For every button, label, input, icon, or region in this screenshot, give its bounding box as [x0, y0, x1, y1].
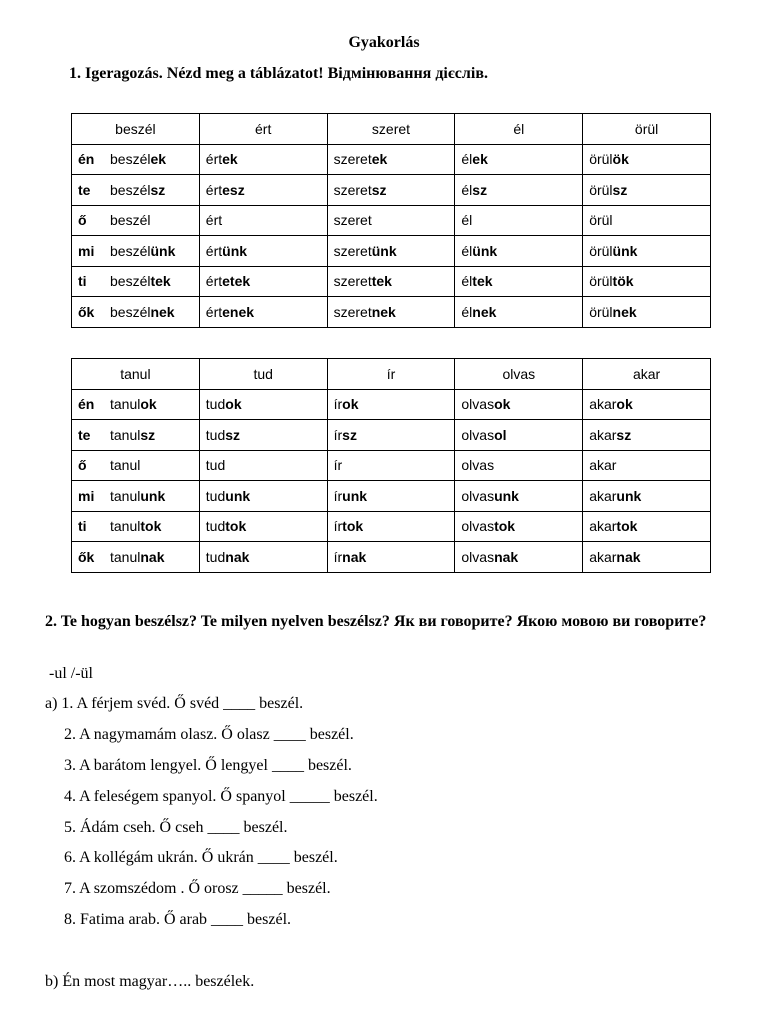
table-row: [72, 450, 711, 481]
verb-stem: tud: [205, 548, 226, 565]
verb-stem: örül: [589, 303, 613, 320]
conjugation-cell: [583, 511, 711, 542]
verb-ending: sz: [140, 426, 156, 443]
verb-header: ért: [199, 114, 327, 145]
verb-stem: él: [461, 181, 473, 198]
verb-ending: sz: [472, 181, 488, 198]
verb-stem: tud: [205, 487, 226, 504]
verb-header: ír: [327, 359, 455, 390]
verb-stem: örül: [589, 181, 613, 198]
verb-stem: tanul: [110, 457, 141, 474]
conjugation-cell: [72, 420, 200, 451]
verb-stem: ír: [333, 457, 343, 474]
exercise-a-3: 3. A barátom lengyel. Ő lengyel ____ beszél.: [64, 757, 352, 774]
verb-ending: sz: [342, 426, 357, 443]
verb-stem: beszél: [110, 212, 151, 229]
conjugation-cell: [72, 205, 200, 236]
conjugation-cell: [583, 297, 711, 328]
verb-ending: sz: [225, 426, 241, 443]
verb-stem: él: [461, 212, 473, 229]
table-row: [72, 511, 711, 542]
verb-stem: beszél: [110, 181, 151, 198]
table-row: [72, 420, 711, 451]
verb-ending: tek: [371, 273, 392, 290]
conjugation-cell: [583, 266, 711, 297]
conjugation-cell: [199, 389, 327, 420]
verb-ending: tök: [612, 273, 634, 290]
conjugation-cell: [327, 205, 455, 236]
conjugation-cell: [72, 297, 200, 328]
conjugation-cell: [72, 144, 200, 175]
verb-stem: olvas: [461, 396, 495, 413]
verb-stem: akar: [589, 396, 617, 413]
conjugation-cell: [327, 297, 455, 328]
verb-ending: ünk: [612, 242, 638, 259]
verb-stem: örül: [589, 273, 613, 290]
verb-ending: unk: [494, 487, 519, 504]
conjugation-cell: [72, 511, 200, 542]
conjugation-cell: [199, 297, 327, 328]
table-row: [72, 236, 711, 267]
pronoun-label: ő: [78, 212, 87, 229]
verb-ending: nak: [494, 548, 519, 565]
verb-stem: akar: [589, 426, 617, 443]
verb-ending: ünk: [150, 242, 176, 259]
verb-ending: ök: [612, 151, 629, 168]
pronoun-label: én: [78, 151, 95, 168]
verb-ending: ok: [342, 396, 359, 413]
verb-ending: tok: [225, 518, 247, 535]
conjugation-cell: [583, 175, 711, 206]
verb-stem: szeret: [333, 242, 372, 259]
conjugation-cell: [72, 481, 200, 512]
verb-header: beszél: [72, 114, 200, 145]
verb-stem: ért: [205, 303, 223, 320]
table-row: [72, 205, 711, 236]
table-row: [72, 266, 711, 297]
table-row: [72, 297, 711, 328]
verb-ending: sz: [612, 181, 628, 198]
exercise-a-4: 4. A feleségem spanyol. Ő spanyol _____ beszél.: [64, 788, 378, 805]
verb-stem: örül: [589, 242, 613, 259]
pronoun-label: ő: [78, 457, 87, 474]
verb-stem: olvas: [461, 457, 495, 474]
pronoun-label: ők: [78, 303, 95, 320]
verb-ending: ünk: [472, 242, 498, 259]
conjugation-cell: [327, 481, 455, 512]
conjugation-cell: [199, 450, 327, 481]
verb-stem: tud: [205, 426, 226, 443]
conjugation-cell: [72, 236, 200, 267]
verb-stem: él: [461, 273, 473, 290]
verb-stem: akar: [589, 457, 617, 474]
verb-ending: ek: [222, 151, 238, 168]
conjugation-cell: [199, 175, 327, 206]
pronoun-label: ők: [78, 548, 95, 565]
conjugation-cell: [72, 450, 200, 481]
table-row: [72, 481, 711, 512]
verb-ending: ek: [150, 151, 167, 168]
pronoun-label: te: [78, 181, 91, 198]
verb-ending: tok: [140, 518, 162, 535]
verb-ending: unk: [225, 487, 251, 504]
verb-stem: beszél: [110, 242, 151, 259]
verb-ending: sz: [150, 181, 166, 198]
table-row: [72, 175, 711, 206]
verb-stem: akar: [589, 487, 617, 504]
verb-ending: esz: [222, 181, 245, 198]
conjugation-cell: [199, 236, 327, 267]
conjugation-cell: [455, 450, 583, 481]
verb-stem: örül: [589, 151, 613, 168]
conjugation-cell: [455, 175, 583, 206]
table-header-row: [72, 359, 711, 390]
pronoun-label: mi: [78, 487, 95, 504]
verb-ending: nek: [150, 303, 175, 320]
verb-ending: tek: [472, 273, 493, 290]
verb-stem: ért: [205, 181, 223, 198]
verb-stem: szeret: [333, 303, 372, 320]
conjugation-cell: [199, 511, 327, 542]
table-row: [72, 389, 711, 420]
verb-stem: ír: [333, 396, 343, 413]
exercise-a-5: 5. Ádám cseh. Ő cseh ____ beszél.: [64, 819, 288, 836]
verb-ending: nak: [225, 548, 250, 565]
verb-ending: nek: [472, 303, 497, 320]
conjugation-cell: [327, 542, 455, 573]
pronoun-label: te: [78, 426, 91, 443]
verb-ending: unk: [616, 487, 642, 504]
exercise-a-2: 2. A nagymamám olasz. Ő olasz ____ beszél.: [64, 726, 354, 743]
verb-stem: beszél: [110, 151, 151, 168]
verb-header: tanul: [72, 359, 200, 390]
verb-stem: szeret: [333, 212, 372, 229]
verb-header: él: [455, 114, 583, 145]
table-row: [72, 144, 711, 175]
conjugation-cell: [327, 144, 455, 175]
conjugation-cell: [455, 420, 583, 451]
verb-stem: beszél: [110, 303, 151, 320]
conjugation-cell: [455, 481, 583, 512]
conjugation-cell: [327, 266, 455, 297]
conjugation-cell: [327, 389, 455, 420]
verb-ending: ek: [371, 151, 388, 168]
conjugation-cell: [199, 266, 327, 297]
conjugation-table-2: [71, 358, 711, 573]
conjugation-cell: [455, 511, 583, 542]
conjugation-cell: [327, 236, 455, 267]
verb-ending: ok: [494, 396, 511, 413]
verb-stem: olvas: [461, 487, 495, 504]
verb-stem: szeret: [333, 181, 372, 198]
verb-header: olvas: [455, 359, 583, 390]
conjugation-table-1: [71, 113, 711, 328]
conjugation-cell: [72, 542, 200, 573]
pronoun-label: ti: [78, 518, 87, 535]
verb-ending: nek: [371, 303, 396, 320]
verb-stem: tanul: [110, 426, 141, 443]
verb-ending: nak: [342, 548, 367, 565]
verb-ending: nek: [612, 303, 637, 320]
conjugation-cell: [583, 542, 711, 573]
conjugation-cell: [327, 420, 455, 451]
verb-ending: enek: [222, 303, 255, 320]
conjugation-cell: [72, 389, 200, 420]
verb-stem: olvas: [461, 548, 495, 565]
verb-ending: tok: [494, 518, 516, 535]
conjugation-cell: [583, 420, 711, 451]
exercise-a-8: 8. Fatima arab. Ő arab ____ beszél.: [64, 911, 292, 928]
verb-stem: olvas: [461, 426, 495, 443]
verb-header: örül: [583, 114, 711, 145]
verb-stem: tanul: [110, 487, 141, 504]
verb-stem: akar: [589, 548, 617, 565]
pronoun-label: mi: [78, 242, 95, 259]
conjugation-cell: [583, 389, 711, 420]
section-1-heading: 1. Igeragozás. Nézd meg a táblázatot! Відмінювання дієслів.: [69, 65, 488, 82]
verb-ending: ek: [472, 151, 488, 168]
verb-stem: él: [461, 303, 473, 320]
verb-ending: tok: [616, 518, 638, 535]
verb-header: tud: [199, 359, 327, 390]
verb-ending: tek: [150, 273, 171, 290]
table-header-row: [72, 114, 711, 145]
conjugation-cell: [583, 481, 711, 512]
exercise-a-1: a) 1. A férjem svéd. Ő svéd ____ beszél.: [45, 695, 304, 712]
conjugation-cell: [583, 450, 711, 481]
verb-ending: nak: [140, 548, 165, 565]
verb-stem: ír: [333, 518, 343, 535]
verb-stem: szeret: [333, 151, 372, 168]
conjugation-cell: [72, 266, 200, 297]
verb-stem: akar: [589, 518, 617, 535]
verb-stem: él: [461, 242, 473, 259]
verb-ending: ok: [616, 396, 633, 413]
verb-ending: nak: [616, 548, 641, 565]
verb-stem: tud: [205, 457, 226, 474]
conjugation-cell: [199, 542, 327, 573]
verb-ending: ünk: [371, 242, 397, 259]
exercise-a-7: 7. A szomszédom . Ő orosz _____ beszél.: [64, 880, 331, 897]
exercise-a-6: 6. A kollégám ukrán. Ő ukrán ____ beszél.: [64, 849, 338, 866]
conjugation-cell: [455, 144, 583, 175]
verb-ending: unk: [342, 487, 368, 504]
verb-ending: tok: [342, 518, 364, 535]
section-2-heading: 2. Te hogyan beszélsz? Te milyen nyelven beszélsz? Як ви говорите? Якою мовою ви говорите?: [45, 613, 707, 630]
verb-ending: sz: [616, 426, 632, 443]
pronoun-label: ti: [78, 273, 87, 290]
verb-stem: örül: [589, 212, 613, 229]
verb-ending: ok: [225, 396, 242, 413]
conjugation-cell: [72, 175, 200, 206]
conjugation-cell: [455, 205, 583, 236]
verb-stem: beszél: [110, 273, 151, 290]
conjugation-cell: [455, 389, 583, 420]
conjugation-cell: [199, 420, 327, 451]
conjugation-cell: [583, 144, 711, 175]
conjugation-cell: [455, 542, 583, 573]
conjugation-cell: [455, 236, 583, 267]
page-title: Gyakorlás: [348, 34, 420, 51]
conjugation-cell: [199, 144, 327, 175]
conjugation-cell: [455, 297, 583, 328]
verb-stem: szeret: [333, 273, 372, 290]
conjugation-cell: [327, 175, 455, 206]
verb-stem: ért: [205, 242, 223, 259]
verb-ending: sz: [371, 181, 387, 198]
verb-header: szeret: [327, 114, 455, 145]
verb-stem: él: [461, 151, 473, 168]
verb-ending: unk: [140, 487, 166, 504]
verb-stem: ír: [333, 487, 343, 504]
conjugation-cell: [199, 481, 327, 512]
verb-stem: tanul: [110, 518, 141, 535]
verb-stem: ért: [205, 273, 223, 290]
pronoun-label: én: [78, 396, 95, 413]
verb-stem: ért: [205, 151, 223, 168]
verb-stem: tud: [205, 396, 226, 413]
verb-stem: ír: [333, 426, 343, 443]
table-row: [72, 542, 711, 573]
verb-stem: tanul: [110, 548, 141, 565]
exercise-b: b) Én most magyar….. beszélek.: [45, 973, 255, 990]
conjugation-cell: [583, 205, 711, 236]
verb-stem: olvas: [461, 518, 495, 535]
verb-ending: etek: [222, 273, 251, 290]
conjugation-cell: [583, 236, 711, 267]
conjugation-cell: [327, 511, 455, 542]
conjugation-cell: [327, 450, 455, 481]
verb-ending: ünk: [222, 242, 248, 259]
conjugation-cell: [199, 205, 327, 236]
verb-ending: ok: [140, 396, 157, 413]
verb-header: akar: [583, 359, 711, 390]
verb-stem: tanul: [110, 396, 141, 413]
verb-stem: tud: [205, 518, 226, 535]
verb-ending: ol: [494, 426, 507, 443]
verb-stem: ír: [333, 548, 343, 565]
conjugation-cell: [455, 266, 583, 297]
suffix-hint: -ul /-ül: [49, 665, 93, 682]
verb-stem: ért: [205, 212, 223, 229]
